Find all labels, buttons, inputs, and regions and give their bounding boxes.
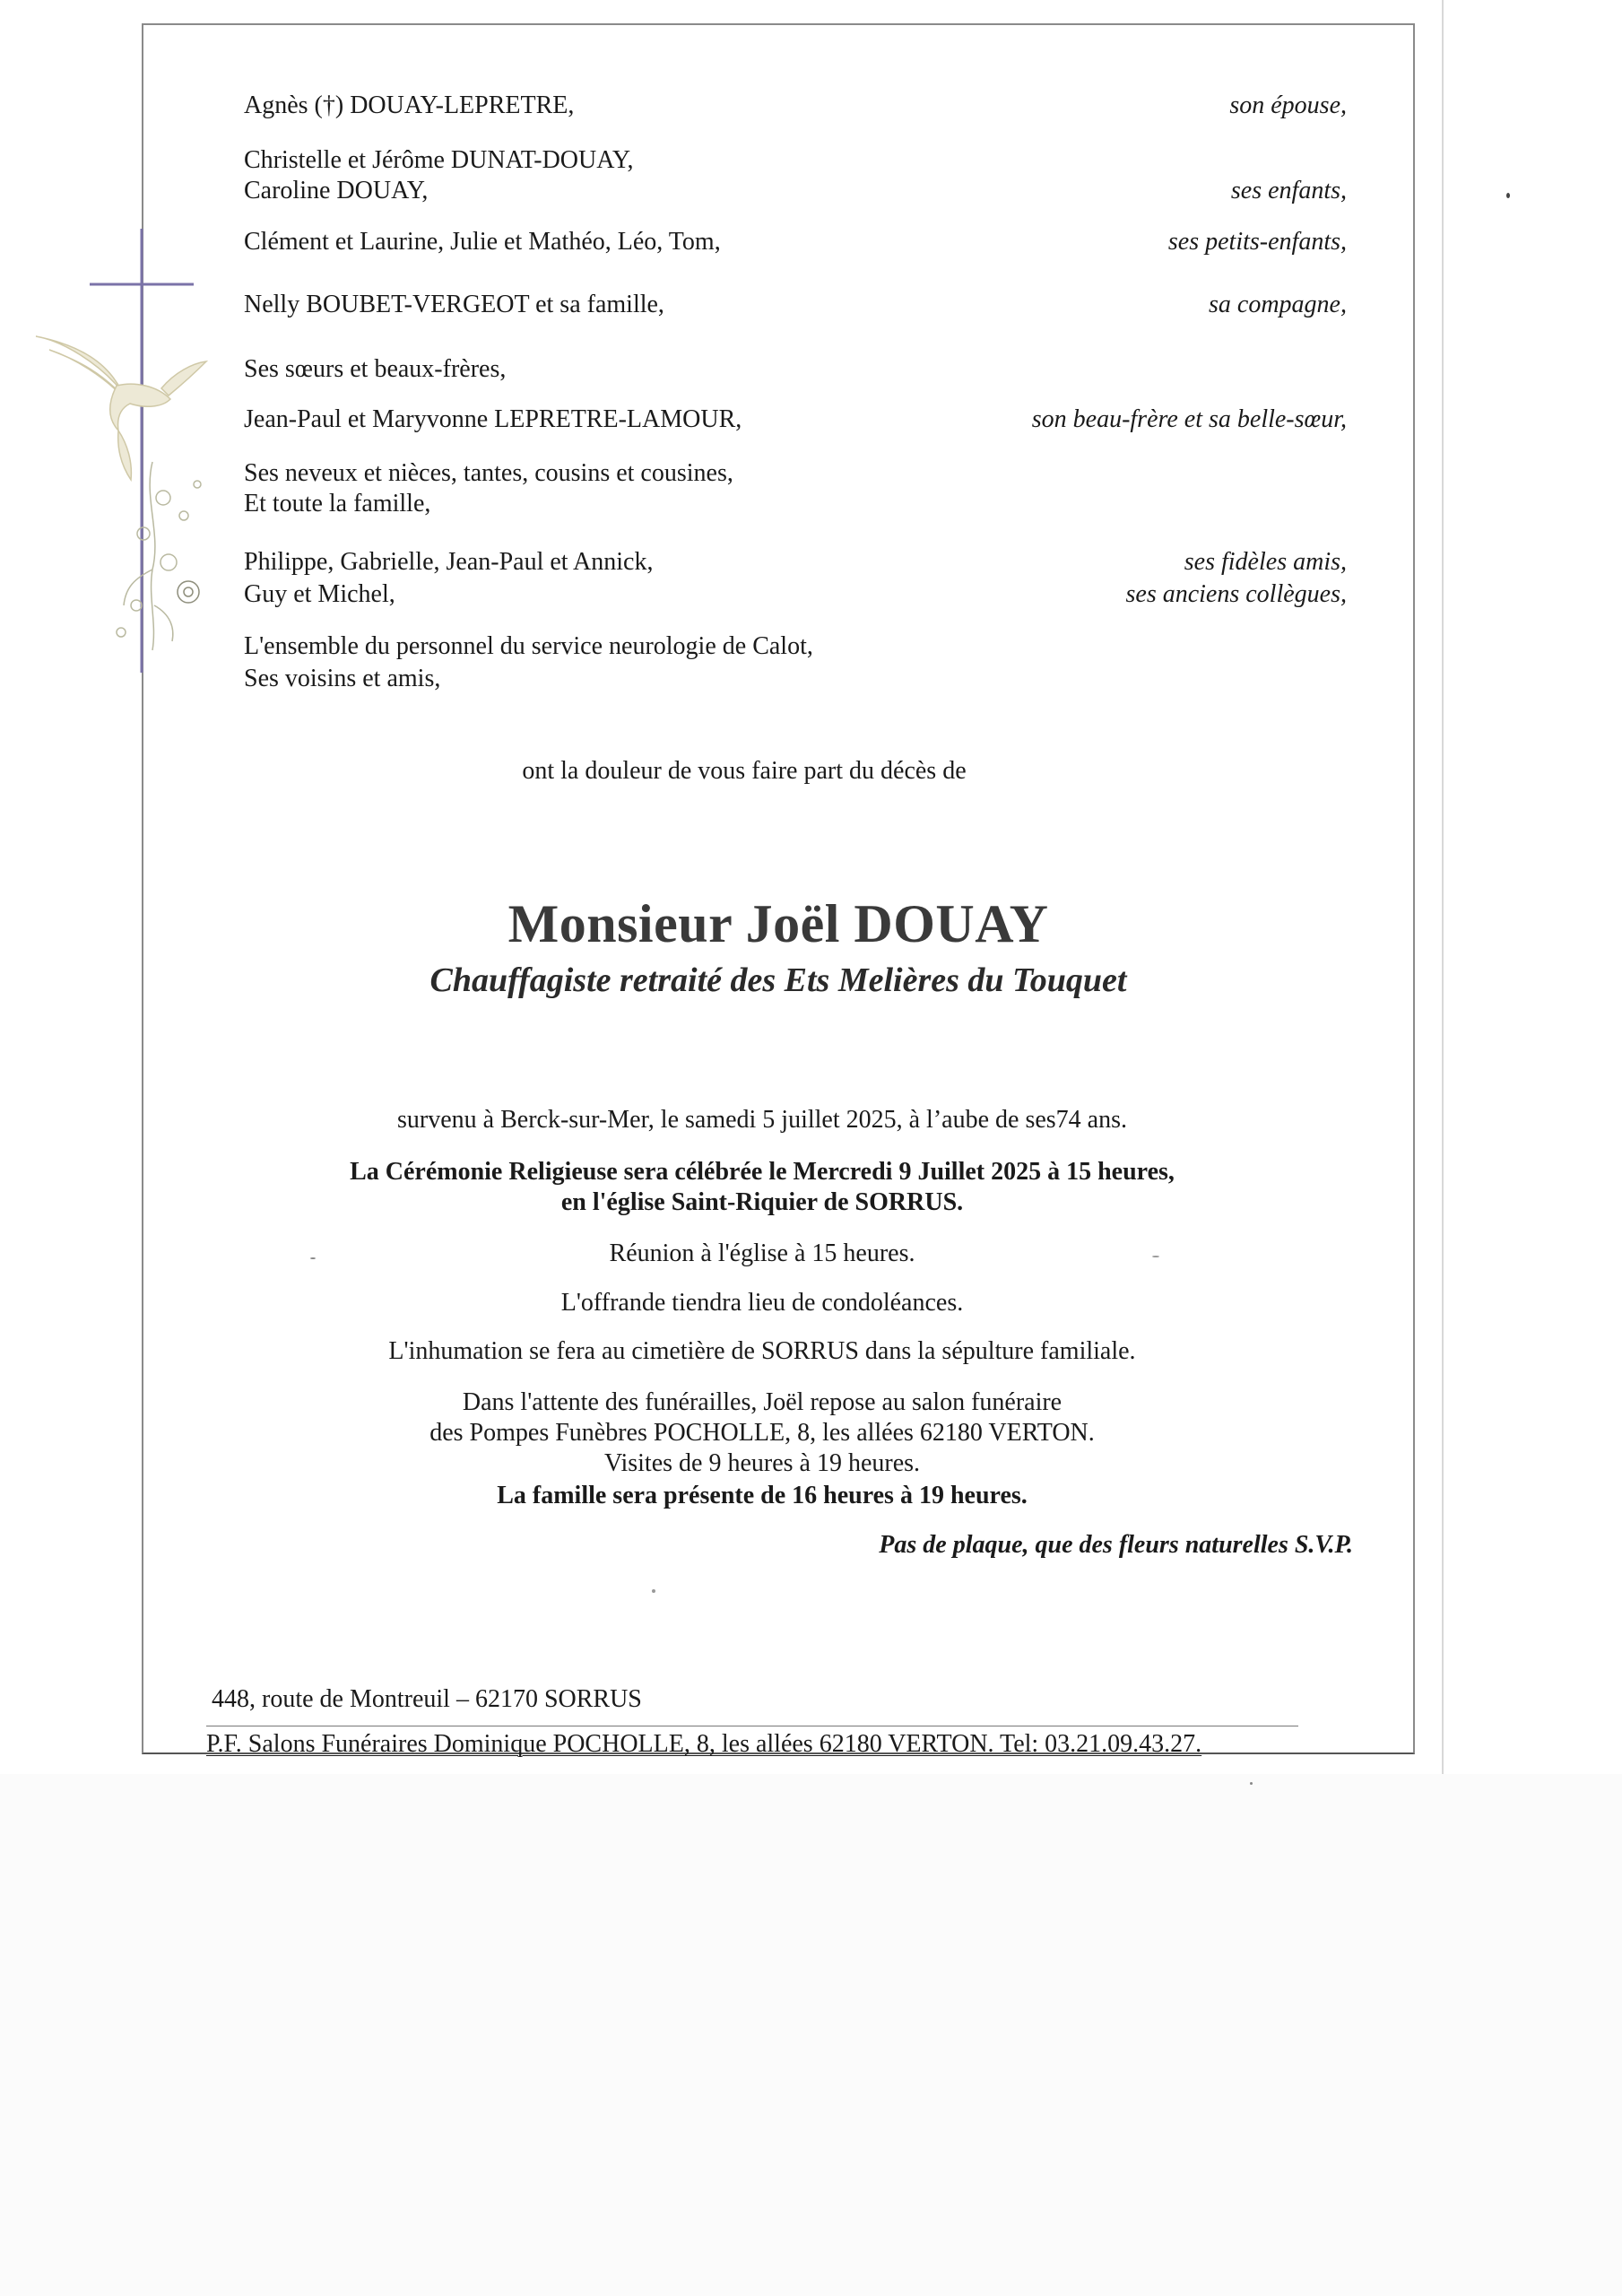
flower-sprig-icon: [117, 462, 201, 650]
relation-companion: sa compagne,: [1209, 291, 1347, 318]
relation-children: ses enfants,: [1230, 177, 1347, 204]
family-line-neighbours: Ses voisins et amis,: [244, 665, 441, 692]
deceased-name: Monsieur Joël DOUAY: [507, 894, 1049, 953]
family-present-info: La famille sera présente de 16 heures à 19 heures.: [497, 1482, 1028, 1509]
rest-line-2: des Pompes Funèbres POCHOLLE, 8, les allées 62180 VERTON.: [429, 1419, 1095, 1447]
family-line-staff: L'ensemble du personnel du service neurologie de Calot,: [244, 632, 813, 660]
relation-in-laws: son beau-frère et sa belle-sœur,: [1031, 405, 1347, 433]
relation-friends: ses fidèles amis,: [1184, 548, 1347, 576]
family-line-relatives-2: Et toute la famille,: [244, 490, 431, 517]
family-line-companion: Nelly BOUBET-VERGEOT et sa famille,: [244, 291, 664, 318]
family-line-relatives-1: Ses neveux et nièces, tantes, cousins et cousines,: [244, 459, 733, 487]
no-plaque-note: Pas de plaque, que des fleurs naturelles S.V.P.: [879, 1531, 1353, 1559]
relation-grandchildren: ses petits-enfants,: [1167, 228, 1347, 256]
announcement-text: ont la douleur de vous faire part du décès de: [522, 757, 967, 785]
visits-info: Visites de 9 heures à 19 heures.: [603, 1449, 921, 1477]
family-line-children-1: Christelle et Jérôme DUNAT-DOUAY,: [244, 146, 634, 174]
funeral-home-info: P.F. Salons Funéraires Dominique POCHOLLE, 8, les allées 62180 VERTON. Tel: 03.21.09.43.27.: [206, 1730, 1202, 1758]
scan-speck: [1250, 1782, 1253, 1785]
family-line-spouse: Agnès (†) DOUAY-LEPRETRE,: [244, 91, 575, 119]
family-line-friends-1: Philippe, Gabrielle, Jean-Paul et Annick,: [244, 548, 654, 576]
relation-colleagues: ses anciens collègues,: [1125, 580, 1347, 608]
scan-edge: [1442, 0, 1444, 1785]
ceremony-line-1: La Cérémonie Religieuse sera célébrée le Mercredi 9 Juillet 2025 à 15 heures,: [350, 1158, 1175, 1186]
cross-dove-ornament-icon: [18, 229, 215, 677]
offering-info: L'offrande tiendra lieu de condoléances.: [560, 1289, 964, 1317]
scan-speck: [652, 1589, 655, 1593]
scan-speck: [1506, 193, 1510, 198]
relation-spouse: son épouse,: [1229, 91, 1347, 119]
meeting-info: Réunion à l'église à 15 heures.: [609, 1239, 915, 1267]
family-line-siblings: Ses sœurs et beaux-frères,: [244, 355, 507, 383]
scan-speck: [1152, 1256, 1159, 1257]
dove-icon: [36, 336, 206, 480]
family-line-friends-2: Guy et Michel,: [244, 580, 395, 608]
home-address: 448, route de Montreuil – 62170 SORRUS: [212, 1685, 642, 1713]
family-line-grandchildren: Clément et Laurine, Julie et Mathéo, Léo, Tom,: [244, 228, 721, 256]
scan-speck: [310, 1257, 316, 1259]
rest-line-1: Dans l'attente des funérailles, Joël repose au salon funéraire: [462, 1388, 1063, 1416]
family-line-children-2: Caroline DOUAY,: [244, 177, 429, 204]
deceased-occupation: Chauffagiste retraité des Ets Melières du Touquet: [429, 961, 1127, 999]
burial-info: L'inhumation se fera au cimetière de SORRUS dans la sépulture familiale.: [388, 1337, 1136, 1365]
death-details: survenu à Berck-sur-Mer, le samedi 5 juillet 2025, à l’aube de ses74 ans.: [397, 1106, 1127, 1134]
family-line-in-laws: Jean-Paul et Maryvonne LEPRETRE-LAMOUR,: [244, 405, 742, 433]
ceremony-line-2: en l'église Saint-Riquier de SORRUS.: [560, 1188, 964, 1216]
scan-background: [0, 1774, 1622, 2296]
